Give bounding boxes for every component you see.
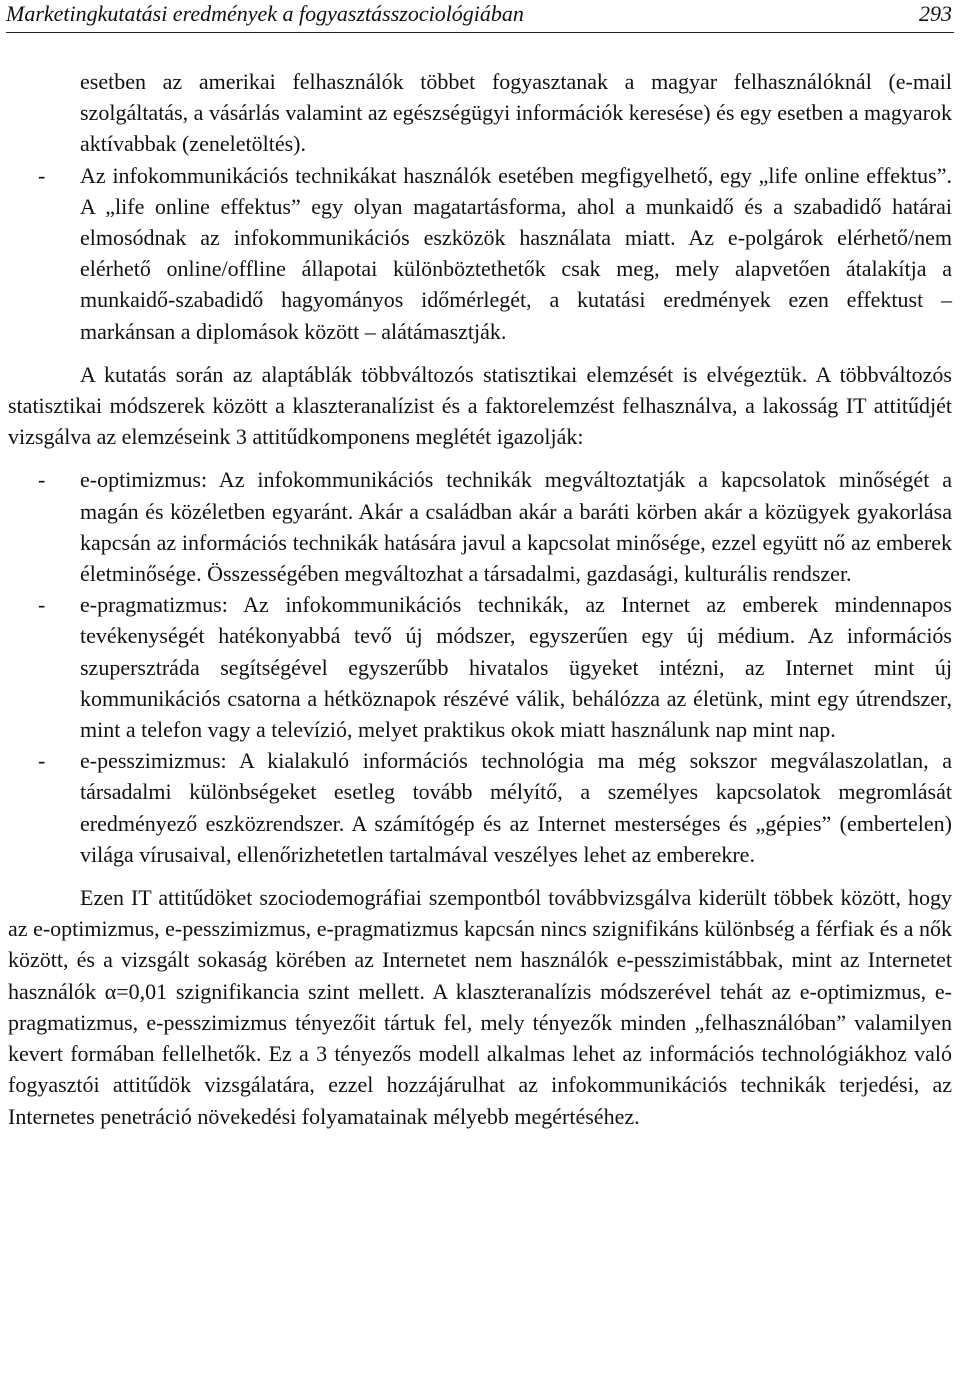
list-item-text: e-optimizmus: Az infokommunikációs technikák megváltoztatják a kapcsolatok minőségét a magán és közéletben egyaránt. Akár a családban akár a baráti körben akár a közügyek gyakorlása kapcsán az információs technikák hatására javul a kapcsolat minősége, ezzel együtt nő az emberek életminősége. Összességében megváltozhat a társadalmi, gazdasági, kulturális rendszer. [80,467,952,587]
list-item-text: Az infokommunikációs technikákat használók esetében megfigyelhető, egy „life online effektus”. A „life online effektus” egy olyan magatartásforma, ahol a munkaidő és a szabadidő határai elmosódnak az infokommunikációs eszközök használata miatt. Az e-polgárok elérhető/nem elérhető online/offline állapotai különböztethetők csak meg, mely alapvetően átalakítja a munkaidő-szabadidő hagyományos időmérlegét, a kutatási eredmények ezen effektust – markánsan a diplomások között – alátámasztják. [80,162,952,344]
paragraph-multivariate: A kutatás során az alaptáblák többváltozós statisztikai elemzését is elvégeztük. A többváltozós statisztikai módszerek között a klaszteranalízist és a faktorelemzést felhasználva, a lakosság IT attitűdjét vizsgálva az elemzéseink 3 attitűdkomponens meglétét igazolják: [8,361,952,450]
list-item-text: e-pragmatizmus: Az infokommunikációs technikák, az Internet az emberek mindennapos tevékenységét hatékonyabbá tevő új módszer, egyszerűen egy új médium. Az információs szupersztráda segítségével egyszerűbb hivatalos ügyeket intézni, az Internet mint új kommunikációs csatorna a hétköznapok részévé válik, behálózza az életünk, mint egy útrendszer, mint a telefon vagy a televízió, melyet praktikus okok miatt használunk nap mint nap. [80,592,952,743]
list-dash: - [38,592,46,618]
running-header-title: Marketingkutatási eredmények a fogyasztásszociológiában [6,1,524,26]
list-dash: - [38,467,46,493]
header-rule [6,32,954,33]
list-dash: - [38,748,46,774]
list-item-life-online [8,160,952,347]
list-item-e-optimizmus [8,464,952,589]
list-dash: - [38,162,46,188]
page-body [8,66,952,1132]
list-item-e-pragmatizmus [8,589,952,745]
list-item-text: e-pesszimizmus: A kialakuló információs technológia ma még sokszor megválaszolatlan, a társadalmi különbségeket esetleg tovább mélyítő, a személyes kapcsolatok megromlását eredményező eszközrendszer. A számítógép és az Internet mesterséges és „gépies” (embertelen) világa vírusaival, ellenőrizhetetlen tartalmával veszélyes lehet az emberekre. [80,748,952,867]
page-number: 293 [919,1,952,26]
running-header [6,0,954,30]
paragraph-final: Ezen IT attitűdöket szociodemográfiai szempontból továbbvizsgálva kiderült többek között, hogy az e-optimizmus, e-pesszimizmus, e-pragmatizmus kapcsán nincs szignifikáns különbség a férfiak és a nők között, és a vizsgált sokaság körében az Internetet nem használók e-pesszimistábbak, mint az Internetet használók α=0,01 szignifikancia szint mellett. A klaszteranalízis módszerével tehát az e-optimizmus, e-pragmatizmus, e-pesszimizmus tényezőit tártuk fel, mely tényezők minden „felhasználóban” valamilyen kevert formában fellelhetők. Ez a 3 tényezős modell alkalmas lehet az információs technológiákhoz való fogyasztói attitűdök vizsgálatára, ezzel hozzájárulhat az infokommunikációs technikák terjedési, az Internetes penetráció növekedési folyamatainak mélyebb megértéséhez. [8,885,952,1129]
list-item-e-pesszimizmus [8,745,952,870]
continuation-paragraph: esetben az amerikai felhasználók többet fogyasztanak a magyar felhasználóknál (e-mail szolgáltatás, a vásárlás valamint az egészségügyi információk keresése) és egy esetben a magyarok aktívabbak (zeneletöltés). [80,69,952,157]
